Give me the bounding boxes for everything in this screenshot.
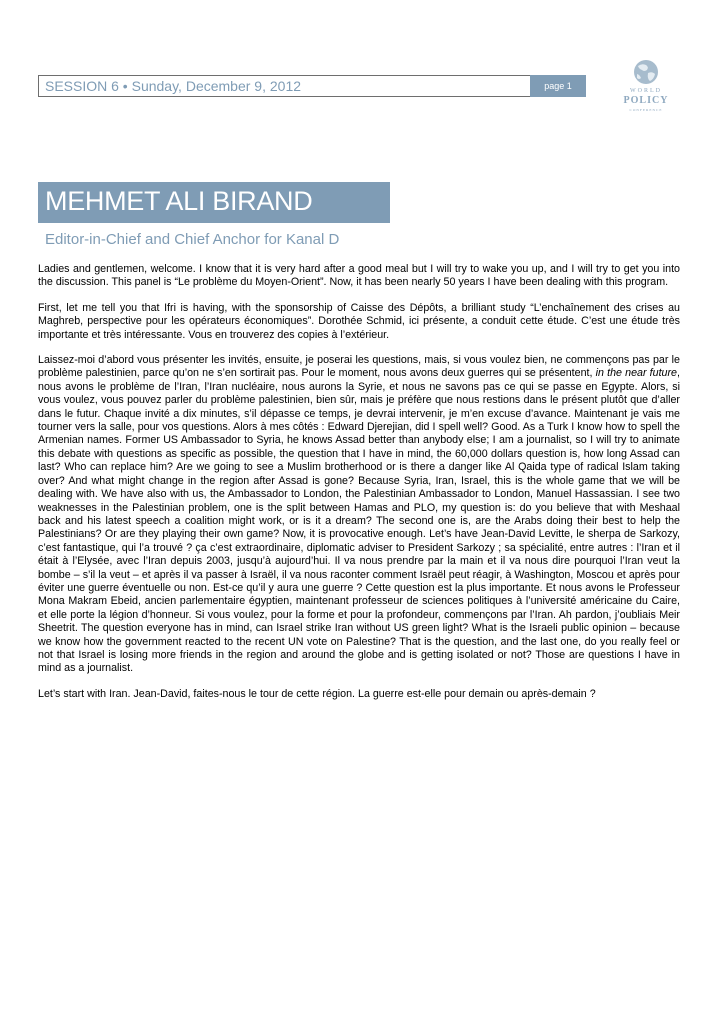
transcript-body — [38, 263, 680, 713]
session-label: SESSION 6 — [45, 78, 119, 94]
speaker-title: Editor-in-Chief and Chief Anchor for Kanal D — [45, 231, 340, 248]
session-header-text — [45, 78, 301, 94]
paragraph-4: Let’s start with Iran. Jean-David, faites-nous le tour de cette région. La guerre est-elle pour demain ou après-demain ? — [38, 687, 596, 700]
logo-word-world: WORLD — [630, 88, 662, 94]
paragraph-3-emphasis: in the near future — [595, 367, 678, 380]
paragraph-3 — [38, 354, 680, 676]
paragraph-2: First, let me tell you that Ifri is having, with the sponsorship of Caisse des Dépôts, a brilliant study “L’enchaînement des crises au Maghreb, perspective pour les opérateurs économiques”. Dorothée Schmid, ici présente, a conduit cette étude. C’est une étude très importante et très intéressante. Vous en trouverez des copies à l’extérieur. — [38, 301, 680, 341]
paragraph-3-part-b: , nous avons le problème de l’Iran, l’Iran nucléaire, nous aurons la Syrie, et nous ne savons pas ce qui se passe en Egypte. Alors, si vous voulez, vous pouvez parler du problème palestinien, bien sûr, mais je préfère que nous restions dans le présent plutôt que d’aller dans le futur. Chaque invité a dix minutes, s’il dépasse ce temps, je devrai intervenir, je m’en excuse d’avance. Maintenant je vais me tourner vers la salle, pour vos questions. Alors à mes côtés : Edward Djerejian, did I spell well? Good. As a Turk I know how to spell the Armenian names. Former US Ambassador to Syria, he knows Assad better than anybody else; I am a journalist, so I will try to animate this debate with questions as specific as possible, the question that I have in mind, the 60,000 dollars question is, how long Assad can last? Who can replace him? Are we going to see a Muslim brotherhood or is there a danger like Al Qaida type of radical Islam taking over? And what might change in the region after Assad is gone? Because Syria, Iran, Israel, this is the whole game that we will be dealing with. We have also with us, the Ambassador to London, the Palestinian Ambassador to London, Manuel Hassassian. I see two weaknesses in the Palestinian problem, one is the split between Hamas and PLO, my question is: do you believe that with Meshaal back and his latest speech a coalition might work, or is it a dream? The second one is, are the Arabs doing their best to help the Palestinians? Or are they playing their own game? Now, it is provocative enough. Let’s have Jean-David Levitte, le sherpa de Sarkozy, c’est fantastique, qui l’a trouvé ? ça c’est extraordinaire, diplomatic adviser to President Sarkozy ; sa spécialité, entre autres : l’Iran et il était à l’Elysée, avec l’Iran depuis 2003, jusqu’à aujourd’hui. Il va nous prendre par la main et il va nous dire pourquoi l’Iran veut la bombe – s’il la veut – et après il va passer à Israël, il va nous raconter comment Israël peut réagir, à Washington, Moscou et après pour éviter une guerre éventuelle ou non. Est-ce qu’il y aura une guerre ? Cette question est la plus importante. Et nous avons le Professeur Mona Makram Ebeid, ancien parlementaire égyptien, maintenant professeur de sciences politiques à l’université américaine du Caire, et elle porte la légion d’honneur. Si vous voulez, pour la forme et pour la profondeur, commençons par l’Iran. Ah pardon, j’oubliais Meir Sheetrit. The question everyone has in mind, can Israel strike Iran without US green light? What is the Israeli public opinion – because we know how the government reacted to the recent UN vote on Palestine? That is the question, and the last one, do you really feel or not that Israel is losing more friends in the region and around the globe and is getting isolated or not? Those are questions I have in mind as a journalist. — [38, 367, 680, 675]
paragraph-1: Ladies and gentlemen, welcome. I know that it is very hard after a good meal but I will try to wake you up, and I will try to get you into the discussion. This panel is “Le problème du Moyen-Orient”. Now, it has been nearly 50 years I have been dealing with this program. — [38, 263, 680, 289]
page-number-tab: page 1 — [530, 75, 586, 97]
session-separator: • — [118, 78, 132, 94]
logo-word-policy: POLICY — [623, 95, 669, 106]
paragraph-3-part-a: Laissez-moi d’abord vous présenter les invités, ensuite, je poserai les questions, mais, si vous voulez bien, ne commençons pas par le problème palestinien, parce qu’on ne s’en sortirait pas. Pour le moment, nous avons deux guerres qui se présentent, — [38, 354, 680, 380]
world-policy-conference-logo — [618, 57, 674, 115]
globe-icon — [618, 57, 674, 91]
logo-word-conference: CONFERENCE — [629, 108, 663, 112]
session-header-bar — [38, 75, 586, 97]
session-date: Sunday, December 9, 2012 — [131, 78, 302, 94]
speaker-name: MEHMET ALI BIRAND — [45, 186, 313, 216]
speaker-name-band — [38, 182, 390, 223]
